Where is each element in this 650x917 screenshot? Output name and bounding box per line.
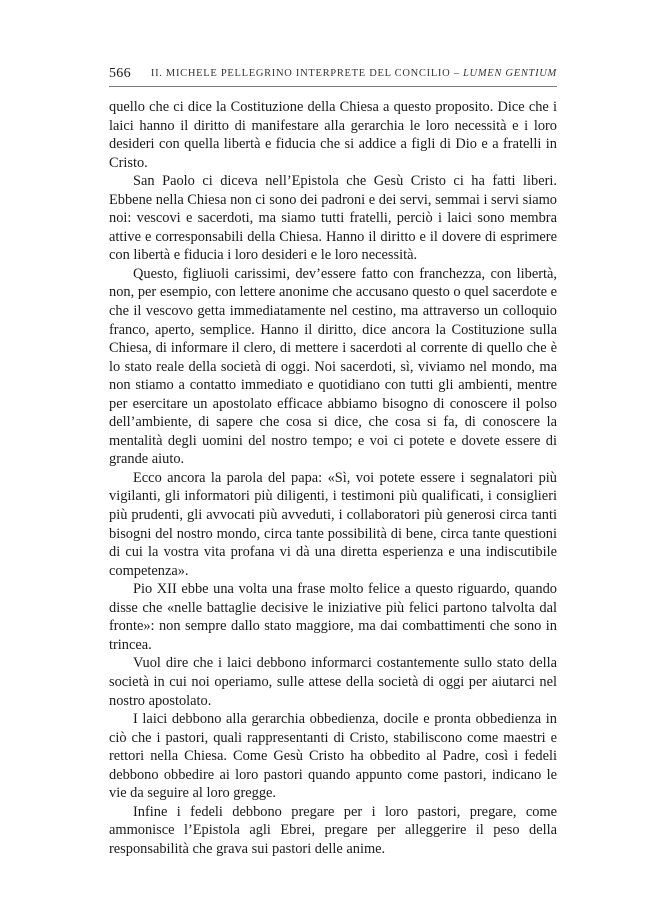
paragraph: Questo, figliuoli carissimi, dev’essere fatto con franchezza, con libertà, non, per esempio, con lettere anonime che accusano questo o quel sacerdote e che il vescovo getta immediatamente nel cestino, ma attraverso un colloquio franco, aperto, semplice. Hanno il diritto, dice ancora la Costituzione sulla Chiesa, di informare il clero, di mettere i sacerdoti al corrente di quello che è lo stato reale della società di oggi. Noi sacerdoti, sì, viviamo nel mondo, ma non stiamo a contatto immediato e quotidiano con tutti gli ambienti, mentre per esercitare un apostolato efficace abbiamo bisogno di conoscere il polso dell’ambiente, di sapere che cosa si dice, che cosa si fa, di conoscere la mentalità degli uomini del nostro tempo; e voi ci potete e dovete essere di grande aiuto. (109, 265, 557, 468)
running-header (109, 66, 557, 87)
running-head-emphasis: LUMEN GENTIUM (463, 68, 557, 79)
paragraph: San Paolo ci diceva nell’Epistola che Gesù Cristo ci ha fatti liberi. Ebbene nella Chiesa non ci sono dei padroni e dei servi, semmai i servi siamo noi: vescovi e sacerdoti, ma siamo tutti fratelli, perciò i laici sono membra attive e corresponsabili della Chiesa. Hanno il diritto e il dovere di esprimere con libertà e fiducia i loro desideri e le loro necessità. (109, 173, 557, 264)
running-head-main: II. MICHELE PELLEGRINO INTERPRETE DEL CONCILIO – (150, 68, 464, 79)
paragraph: Infine i fedeli debbono pregare per i loro pastori, pregare, come ammonisce l’Epistola agli Ebrei, pregare per alleggerire il peso della responsabilità che grava sui pastori delle anime. (109, 803, 557, 857)
paragraph: Ecco ancora la parola del papa: «Sì, voi potete essere i segnalatori più vigilanti, gli informatori più diligenti, i testimoni più qualificati, i consiglieri più prudenti, gli avvocati più avveduti, i collaboratori più generosi circa tanti bisogni del nostro mondo, circa tante possibilità di bene, circa tante questioni di cui la vostra vita profana vi dà una diretta esperienza e una indiscutibile competenza». (109, 469, 557, 579)
running-head (151, 68, 557, 79)
paragraph-continuation: quello che ci dice la Costituzione della Chiesa a questo proposito. Dice che i laici hanno il diritto di manifestare alla gerarchia le loro necessità e i loro desideri con quella libertà e fiducia che si addice a figli di Dio e a fratelli in Cristo. (109, 99, 557, 171)
page-number: 566 (109, 66, 131, 81)
paragraph: Pio XII ebbe una volta una frase molto felice a questo riguardo, quando disse che «nelle battaglie decisive le iniziative più felici partono talvolta dal fronte»: non sempre dallo stato maggiore, ma dai combattimenti che sono in trincea. (109, 581, 557, 653)
paragraph: I laici debbono alla gerarchia obbedienza, docile e pronta obbedienza in ciò che i pastori, quali rappresentanti di Cristo, stabiliscono come maestri e rettori nella Chiesa. Come Gesù Cristo ha obbedito al Padre, così i fedeli debbono obbedire ai loro pastori quando appunto come pastori, indicano le vie da seguire al loro gregge. (109, 711, 557, 802)
paragraph: Vuol dire che i laici debbono informarci costantemente sullo stato della società in cui noi operiamo, sulle attese della società di oggi per aiutarci nel nostro apostolato. (109, 655, 557, 709)
body-text (109, 98, 557, 858)
